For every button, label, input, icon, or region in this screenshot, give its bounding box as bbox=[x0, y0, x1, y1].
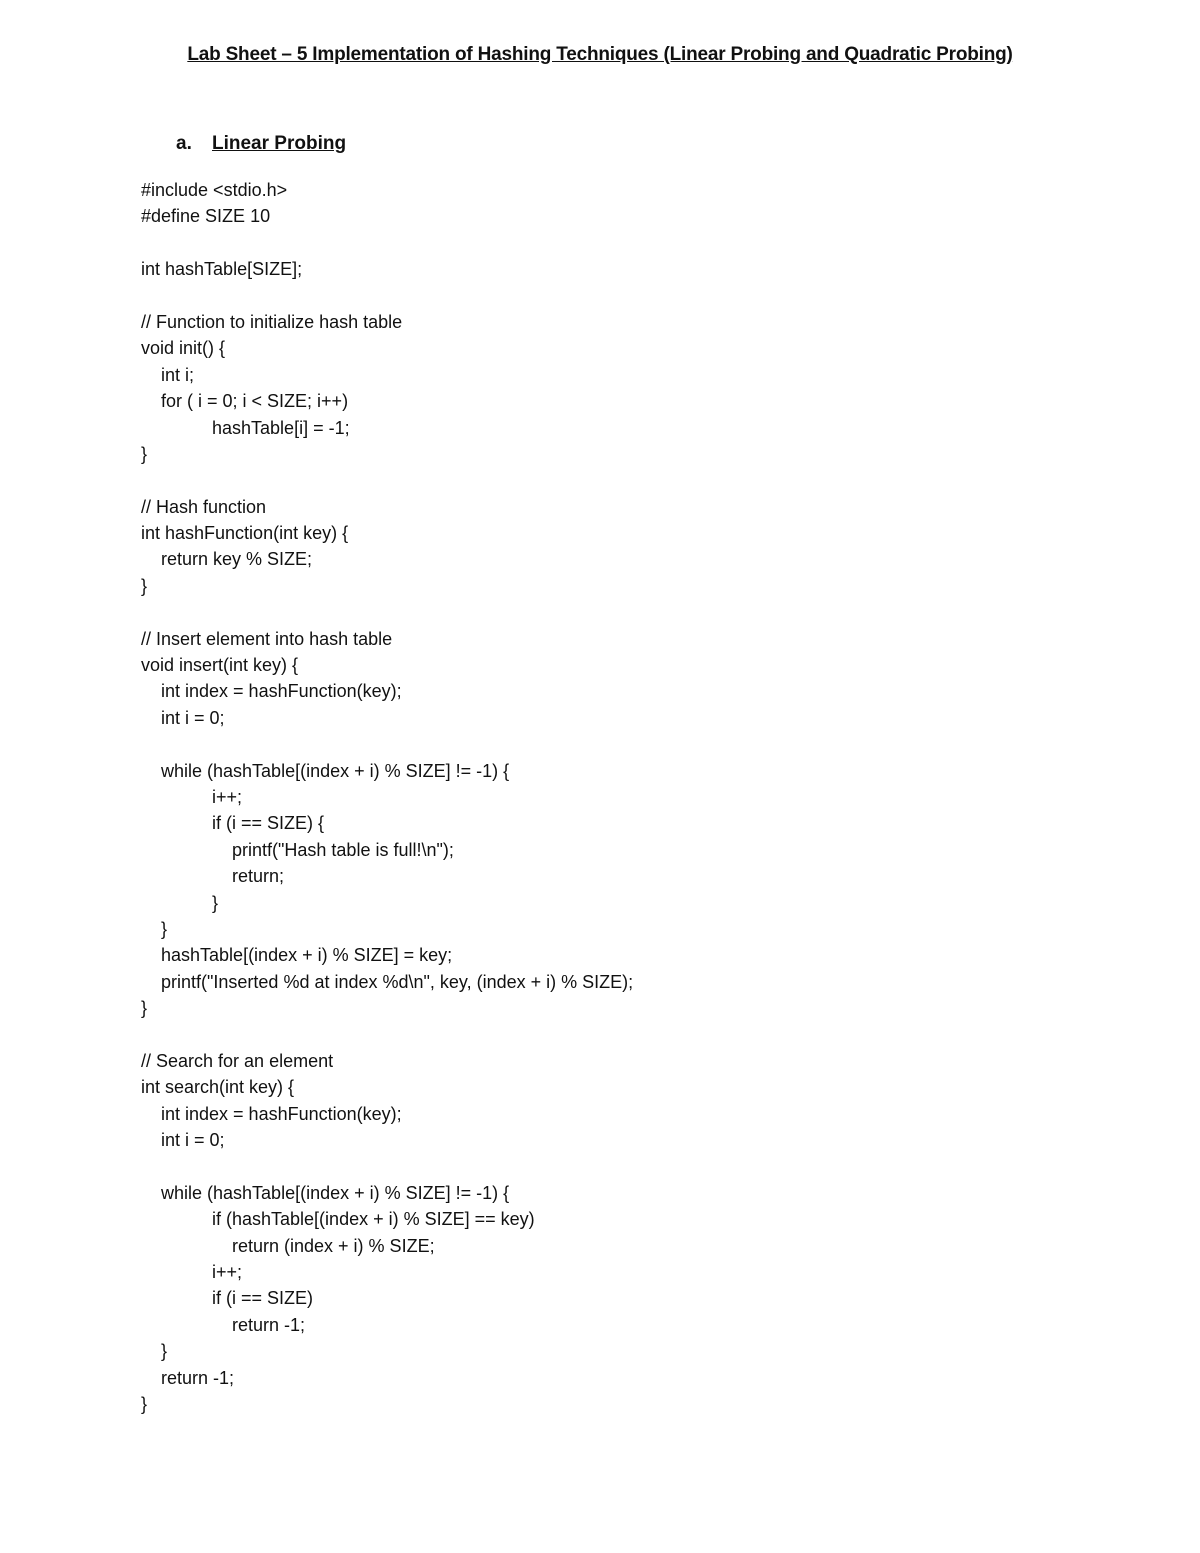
code-line: // Hash function bbox=[141, 496, 267, 517]
code-line: return (index + i) % SIZE; bbox=[232, 1235, 435, 1256]
code-line: return; bbox=[232, 866, 285, 887]
code-blank-line bbox=[141, 230, 633, 256]
code-line: } bbox=[141, 575, 148, 596]
code-line: hashTable[i] = -1; bbox=[212, 417, 350, 438]
code-line: return -1; bbox=[232, 1314, 306, 1335]
code-line: } bbox=[161, 918, 168, 939]
code-line: hashTable[(index + i) % SIZE] = key; bbox=[161, 945, 453, 966]
code-line: } bbox=[141, 443, 148, 464]
code-line: int search(int key) { bbox=[141, 1077, 295, 1098]
code-line: // Search for an element bbox=[141, 1050, 334, 1071]
code-line: } bbox=[212, 892, 219, 913]
code-line: if (i == SIZE) bbox=[212, 1288, 314, 1309]
code-line: void insert(int key) { bbox=[141, 655, 299, 676]
code-line: return -1; bbox=[161, 1367, 235, 1388]
code-line: #include <stdio.h> bbox=[141, 180, 288, 200]
code-line: #define SIZE 10 bbox=[141, 206, 271, 227]
section-marker: a. bbox=[176, 133, 192, 154]
code-line: if (hashTable[(index + i) % SIZE] == key) bbox=[212, 1209, 535, 1230]
code-line: void init() { bbox=[141, 338, 226, 359]
code-line: } bbox=[141, 1393, 148, 1414]
code-line: int index = hashFunction(key); bbox=[161, 681, 402, 702]
code-line: int hashFunction(int key) { bbox=[141, 523, 349, 544]
code-line: int index = hashFunction(key); bbox=[161, 1103, 402, 1124]
page-title: Lab Sheet – 5 Implementation of Hashing Techniques (Linear Probing and Quadratic Probing) bbox=[187, 44, 1013, 65]
section-heading-text: Linear Probing bbox=[212, 133, 347, 154]
code-line: printf("Hash table is full!\n"); bbox=[232, 839, 454, 860]
code-line: if (i == SIZE) { bbox=[212, 813, 325, 834]
code-line: int i = 0; bbox=[161, 1130, 225, 1151]
code-line: int i; bbox=[161, 364, 195, 385]
code-line: while (hashTable[(index + i) % SIZE] != -1) { bbox=[161, 1182, 510, 1203]
code-line: // Function to initialize hash table bbox=[141, 311, 403, 332]
code-line: // Insert element into hash table bbox=[141, 628, 393, 649]
code-listing bbox=[141, 177, 633, 1417]
code-blank-line bbox=[141, 283, 633, 309]
code-line: i++; bbox=[212, 1262, 243, 1283]
code-line: printf("Inserted %d at index %d\n", key, (index + i) % SIZE); bbox=[161, 971, 634, 992]
code-line: } bbox=[141, 998, 148, 1019]
code-blank-line bbox=[141, 1153, 633, 1179]
code-line: while (hashTable[(index + i) % SIZE] != -1) { bbox=[161, 760, 510, 781]
code-blank-line bbox=[141, 731, 633, 757]
code-blank-line bbox=[141, 599, 633, 625]
code-line: for ( i = 0; i < SIZE; i++) bbox=[161, 391, 349, 412]
code-line: int i = 0; bbox=[161, 707, 225, 728]
section-heading bbox=[176, 133, 346, 155]
code-line: return key % SIZE; bbox=[161, 549, 313, 570]
code-line: i++; bbox=[212, 786, 243, 807]
code-line: int hashTable[SIZE]; bbox=[141, 259, 303, 280]
code-blank-line bbox=[141, 467, 633, 493]
code-blank-line bbox=[141, 1022, 633, 1048]
code-line: } bbox=[161, 1341, 168, 1362]
